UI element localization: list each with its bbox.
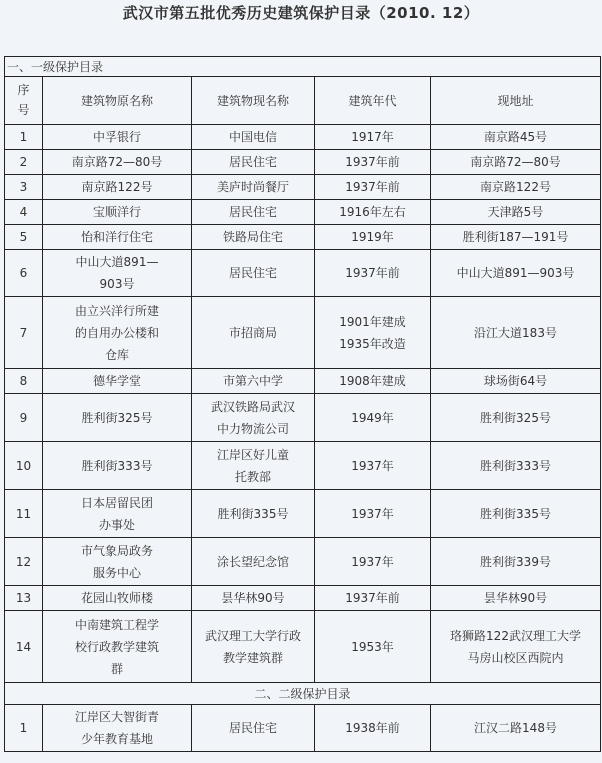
row-original-name: 花园山牧师楼 — [43, 586, 192, 611]
row-no: 3 — [5, 175, 43, 200]
table-row — [5, 538, 601, 586]
row-original-name-text: 中山大道891—903号 — [75, 255, 159, 291]
row-year-text: 1901年建成1935年改造 — [339, 314, 406, 351]
row-current-name: 胜利街335号 — [192, 490, 315, 538]
table-row — [5, 442, 601, 490]
table-row — [5, 297, 601, 369]
row-original-name — [43, 250, 192, 297]
header-current-name: 建筑物现名称 — [192, 77, 315, 125]
row-current-name: 居民住宅 — [192, 150, 315, 175]
row-address: 胜利街333号 — [431, 442, 601, 490]
protection-list-table — [4, 56, 601, 752]
row-year — [315, 297, 431, 369]
row-no: 6 — [5, 250, 43, 297]
row-current-name: 居民住宅 — [192, 250, 315, 297]
row-current-name: 市招商局 — [192, 297, 315, 369]
row-year: 1949年 — [315, 394, 431, 442]
row-no: 12 — [5, 538, 43, 586]
header-build-year: 建筑年代 — [315, 77, 431, 125]
table-row — [5, 611, 601, 683]
row-no: 1 — [5, 125, 43, 150]
table-row — [5, 175, 601, 200]
table-row — [5, 369, 601, 394]
row-current-name: 铁路局住宅 — [192, 225, 315, 250]
row-no: 7 — [5, 297, 43, 369]
row-no: 5 — [5, 225, 43, 250]
section-title-level-2: 二、二级保护目录 — [5, 683, 601, 705]
section-row — [5, 57, 601, 77]
row-original-name: 南京路72—80号 — [43, 150, 192, 175]
table-row — [5, 250, 601, 297]
row-original-name — [43, 611, 192, 683]
row-original-name: 宝顺洋行 — [43, 200, 192, 225]
row-address: 沿江大道183号 — [431, 297, 601, 369]
row-current-name: 涂长望纪念馆 — [192, 538, 315, 586]
row-original-name: 南京路122号 — [43, 175, 192, 200]
row-original-name: 胜利街333号 — [43, 442, 192, 490]
row-original-name — [43, 297, 192, 369]
row-original-name-text: 市气象局政务服务中心 — [80, 543, 153, 580]
row-address: 南京路45号 — [431, 125, 601, 150]
row-address — [431, 611, 601, 683]
row-original-name-text: 日本居留民团办事处 — [80, 495, 153, 532]
row-address: 中山大道891—903号 — [431, 250, 601, 297]
row-original-name — [43, 705, 192, 752]
row-no: 11 — [5, 490, 43, 538]
row-current-name: 居民住宅 — [192, 200, 315, 225]
row-year: 1917年 — [315, 125, 431, 150]
row-year: 1937年前 — [315, 250, 431, 297]
page-title: 武汉市第五批优秀历史建筑保护目录（2010. 12） — [122, 4, 480, 22]
row-original-name: 中孚银行 — [43, 125, 192, 150]
row-current-name — [192, 394, 315, 442]
row-original-name-text: 中南建筑工程学校行政教学建筑群 — [74, 617, 159, 676]
section-row — [5, 683, 601, 705]
row-address-text: 珞狮路122武汉理工大学马房山校区西院内 — [450, 628, 581, 665]
header-address: 现地址 — [431, 77, 601, 125]
row-address: 昙华林90号 — [431, 586, 601, 611]
row-no: 8 — [5, 369, 43, 394]
row-current-name: 昙华林90号 — [192, 586, 315, 611]
header-original-name: 建筑物原名称 — [43, 77, 192, 125]
row-year: 1953年 — [315, 611, 431, 683]
row-no: 2 — [5, 150, 43, 175]
row-address: 南京路72—80号 — [431, 150, 601, 175]
row-current-name: 中国电信 — [192, 125, 315, 150]
row-address: 胜利街187—191号 — [431, 225, 601, 250]
row-current-name-text: 江岸区好儿童托教部 — [216, 447, 289, 484]
table-row — [5, 200, 601, 225]
row-current-name: 居民住宅 — [192, 705, 315, 752]
table-row — [5, 394, 601, 442]
row-current-name-text: 武汉理工大学行政教学建筑群 — [204, 628, 301, 665]
row-address: 胜利街335号 — [431, 490, 601, 538]
row-year: 1937年前 — [315, 150, 431, 175]
row-year: 1937年前 — [315, 175, 431, 200]
row-address: 江汉二路148号 — [431, 705, 601, 752]
row-address: 胜利街339号 — [431, 538, 601, 586]
row-current-name — [192, 442, 315, 490]
row-year: 1937年 — [315, 538, 431, 586]
row-address: 胜利街325号 — [431, 394, 601, 442]
row-year: 1938年前 — [315, 705, 431, 752]
row-year: 1908年建成 — [315, 369, 431, 394]
row-original-name: 德华学堂 — [43, 369, 192, 394]
row-year: 1937年前 — [315, 586, 431, 611]
row-no: 13 — [5, 586, 43, 611]
row-original-name-text: 由立兴洋行所建的自用办公楼和仓库 — [74, 303, 159, 362]
row-address: 球场街64号 — [431, 369, 601, 394]
row-original-name-text: 江岸区大智街青少年教育基地 — [74, 710, 159, 746]
row-current-name: 市第六中学 — [192, 369, 315, 394]
row-no: 14 — [5, 611, 43, 683]
table-row — [5, 225, 601, 250]
row-year: 1937年 — [315, 490, 431, 538]
row-original-name — [43, 490, 192, 538]
row-original-name: 怡和洋行住宅 — [43, 225, 192, 250]
row-original-name: 胜利街325号 — [43, 394, 192, 442]
table-row — [5, 150, 601, 175]
header-row — [5, 77, 601, 125]
row-no: 9 — [5, 394, 43, 442]
row-year: 1919年 — [315, 225, 431, 250]
header-no — [5, 77, 43, 125]
row-address: 天津路5号 — [431, 200, 601, 225]
table-row — [5, 586, 601, 611]
row-current-name: 美庐时尚餐厅 — [192, 175, 315, 200]
row-current-name-text: 武汉铁路局武汉中力物流公司 — [210, 399, 295, 436]
row-year: 1937年 — [315, 442, 431, 490]
row-current-name — [192, 611, 315, 683]
row-original-name — [43, 538, 192, 586]
row-no: 4 — [5, 200, 43, 225]
row-no: 10 — [5, 442, 43, 490]
table-row — [5, 490, 601, 538]
row-no: 1 — [5, 705, 43, 752]
header-no-label: 序号 — [17, 83, 30, 117]
table-row — [5, 705, 601, 752]
table-row — [5, 125, 601, 150]
row-address: 南京路122号 — [431, 175, 601, 200]
section-title-level-1: 一、一级保护目录 — [5, 57, 601, 77]
row-year: 1916年左右 — [315, 200, 431, 225]
